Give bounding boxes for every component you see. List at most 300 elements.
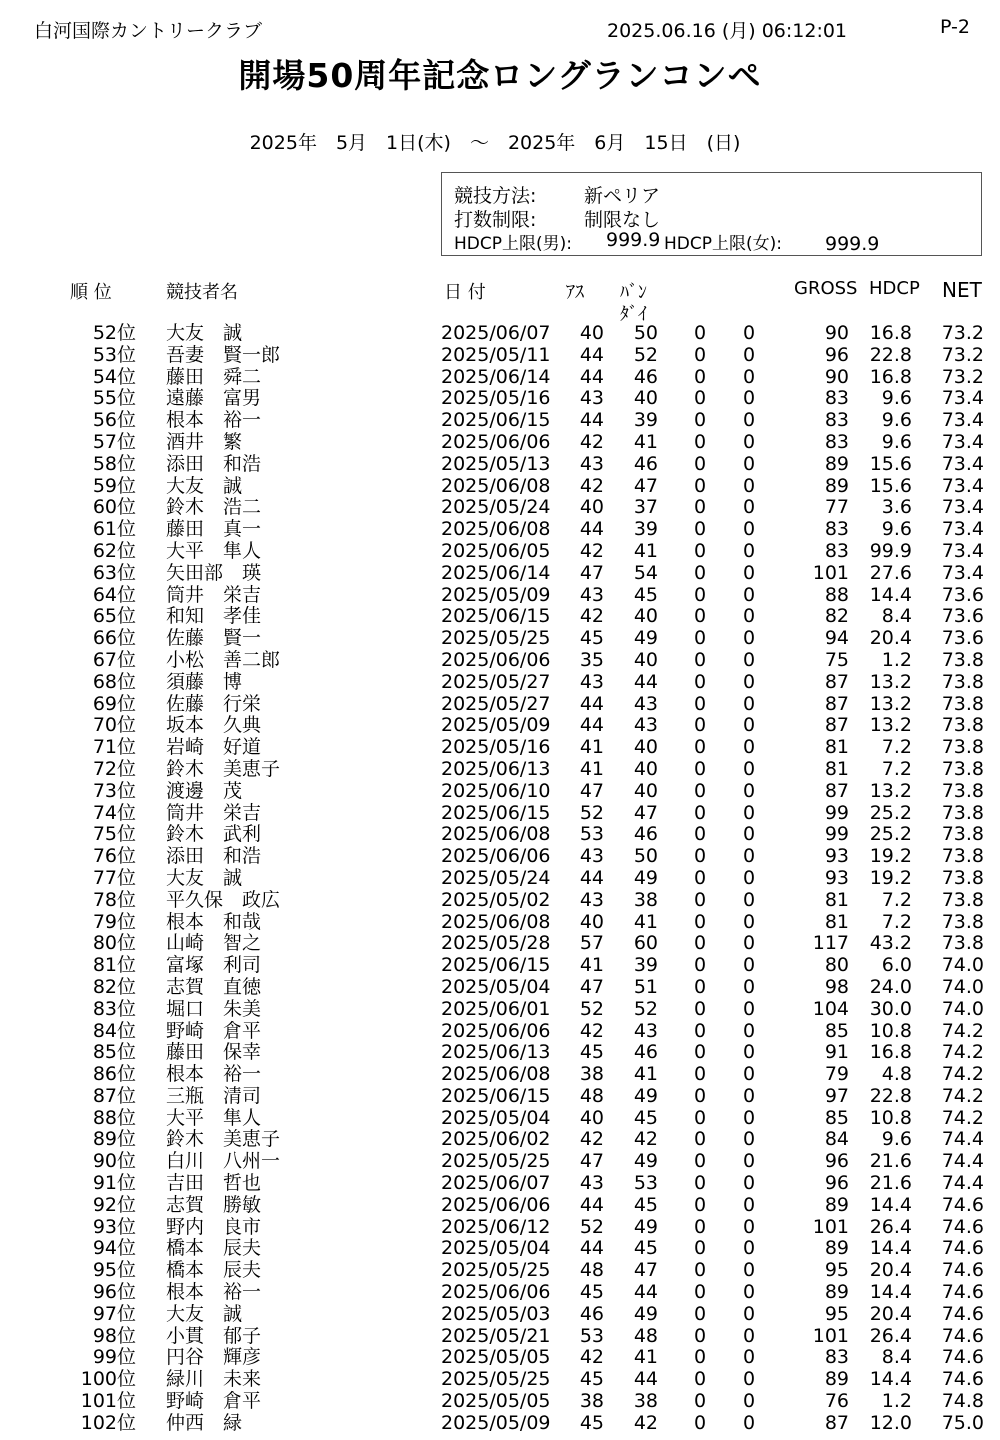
player-name-cell: 佐藤 行栄 (166, 692, 262, 715)
zero-cell-2: 0 (742, 736, 756, 759)
in-score-cell: 49 (633, 866, 658, 889)
out-score-cell: 43 (579, 387, 604, 410)
player-name-cell: 坂本 久典 (166, 714, 262, 737)
rank-cell: 80位 (92, 932, 136, 955)
rank-cell: 72位 (92, 757, 136, 780)
header-name: 競技者名 (166, 282, 238, 303)
zero-cell-1: 0 (693, 627, 707, 650)
gross-cell: 99 (824, 823, 849, 846)
out-score-cell: 35 (579, 648, 604, 671)
net-cell: 74.6 (941, 1237, 984, 1260)
gross-cell: 83 (824, 539, 849, 562)
net-cell: 74.6 (941, 1346, 984, 1369)
out-score-cell: 42 (579, 430, 604, 453)
hdcp-cell: 25.2 (869, 801, 912, 824)
zero-cell-2: 0 (742, 1150, 756, 1173)
date-cell: 2025/05/24 (441, 866, 551, 889)
net-cell: 73.8 (941, 888, 984, 911)
net-cell: 74.6 (941, 1324, 984, 1347)
rank-cell: 83位 (92, 997, 136, 1020)
player-name-cell: 根本 裕一 (166, 409, 262, 432)
header-in-top: ﾊﾞﾝ (620, 282, 647, 303)
zero-cell-1: 0 (693, 1324, 707, 1347)
hdcp-cell: 15.6 (869, 474, 912, 497)
hdcp-cell: 13.2 (869, 779, 912, 802)
rank-cell: 102位 (80, 1411, 136, 1434)
net-cell: 73.8 (941, 910, 984, 933)
in-score-cell: 49 (633, 1084, 658, 1107)
gross-cell: 89 (824, 1237, 849, 1260)
table-row (0, 672, 1000, 694)
out-score-cell: 48 (579, 1259, 604, 1282)
in-score-cell: 43 (633, 714, 658, 737)
hdcp-cell: 21.6 (869, 1150, 912, 1173)
in-score-cell: 39 (633, 954, 658, 977)
zero-cell-1: 0 (693, 975, 707, 998)
net-cell: 74.2 (941, 1041, 984, 1064)
table-row (0, 933, 1000, 955)
net-cell: 74.4 (941, 1172, 984, 1195)
gross-cell: 90 (824, 365, 849, 388)
out-score-cell: 41 (579, 736, 604, 759)
net-cell: 73.8 (941, 801, 984, 824)
net-cell: 73.8 (941, 932, 984, 955)
rank-cell: 61位 (92, 518, 136, 541)
net-cell: 74.2 (941, 1019, 984, 1042)
date-cell: 2025/06/02 (441, 1128, 551, 1151)
net-cell: 73.4 (941, 518, 984, 541)
out-score-cell: 57 (579, 932, 604, 955)
date-cell: 2025/05/16 (441, 736, 551, 759)
table-row (0, 955, 1000, 977)
zero-cell-1: 0 (693, 997, 707, 1020)
out-score-cell: 44 (579, 518, 604, 541)
hdcp-cell: 10.8 (869, 1019, 912, 1042)
net-cell: 73.4 (941, 387, 984, 410)
date-cell: 2025/05/16 (441, 387, 551, 410)
player-name-cell: 渡邊 茂 (166, 779, 243, 802)
out-score-cell: 45 (579, 1041, 604, 1064)
net-cell: 73.8 (941, 779, 984, 802)
zero-cell-2: 0 (742, 1281, 756, 1304)
date-cell: 2025/06/07 (441, 1172, 551, 1195)
zero-cell-2: 0 (742, 866, 756, 889)
rank-cell: 92位 (92, 1193, 136, 1216)
out-score-cell: 42 (579, 474, 604, 497)
zero-cell-2: 0 (742, 343, 756, 366)
gross-cell: 101 (812, 1324, 849, 1347)
player-name-cell: 円谷 輝彦 (166, 1346, 262, 1369)
out-score-cell: 43 (579, 452, 604, 475)
zero-cell-1: 0 (693, 1172, 707, 1195)
date-cell: 2025/06/14 (441, 365, 551, 388)
gross-cell: 77 (824, 496, 849, 519)
in-score-cell: 40 (633, 648, 658, 671)
date-cell: 2025/05/28 (441, 932, 551, 955)
table-row (0, 1108, 1000, 1130)
out-score-cell: 40 (579, 496, 604, 519)
rank-cell: 69位 (92, 692, 136, 715)
date-cell: 2025/06/08 (441, 474, 551, 497)
hdcp-cell: 16.8 (869, 322, 912, 344)
in-score-cell: 45 (633, 1237, 658, 1260)
zero-cell-1: 0 (693, 757, 707, 780)
table-row (0, 1042, 1000, 1064)
zero-cell-2: 0 (742, 605, 756, 628)
rank-cell: 67位 (92, 648, 136, 671)
zero-cell-1: 0 (693, 736, 707, 759)
out-score-cell: 47 (579, 975, 604, 998)
zero-cell-1: 0 (693, 518, 707, 541)
net-cell: 73.6 (941, 583, 984, 606)
in-score-cell: 43 (633, 692, 658, 715)
table-row (0, 367, 1000, 389)
in-score-cell: 45 (633, 583, 658, 606)
in-score-cell: 47 (633, 474, 658, 497)
zero-cell-2: 0 (742, 670, 756, 693)
date-cell: 2025/05/04 (441, 1106, 551, 1129)
table-row (0, 737, 1000, 759)
date-cell: 2025/06/06 (441, 648, 551, 671)
zero-cell-2: 0 (742, 387, 756, 410)
date-cell: 2025/05/09 (441, 714, 551, 737)
table-row (0, 977, 1000, 999)
hdcp-cell: 19.2 (869, 866, 912, 889)
player-name-cell: 大平 隼人 (166, 1106, 262, 1129)
net-cell: 74.0 (941, 975, 984, 998)
date-cell: 2025/05/27 (441, 692, 551, 715)
rank-cell: 53位 (92, 343, 136, 366)
date-cell: 2025/06/08 (441, 1063, 551, 1086)
gross-cell: 83 (824, 518, 849, 541)
out-score-cell: 42 (579, 1019, 604, 1042)
in-score-cell: 47 (633, 801, 658, 824)
gross-cell: 85 (824, 1106, 849, 1129)
zero-cell-1: 0 (693, 452, 707, 475)
zero-cell-1: 0 (693, 910, 707, 933)
date-cell: 2025/06/12 (441, 1215, 551, 1238)
table-row (0, 323, 1000, 345)
in-score-cell: 60 (633, 932, 658, 955)
zero-cell-1: 0 (693, 474, 707, 497)
out-score-cell: 52 (579, 1215, 604, 1238)
zero-cell-1: 0 (693, 365, 707, 388)
in-score-cell: 40 (633, 605, 658, 628)
hdcp-cell: 13.2 (869, 714, 912, 737)
gross-cell: 104 (812, 997, 849, 1020)
net-cell: 74.4 (941, 1150, 984, 1173)
zero-cell-1: 0 (693, 1128, 707, 1151)
zero-cell-1: 0 (693, 1281, 707, 1304)
hdcp-cell: 12.0 (869, 1411, 912, 1434)
zero-cell-1: 0 (693, 1411, 707, 1434)
gross-cell: 93 (824, 866, 849, 889)
zero-cell-2: 0 (742, 997, 756, 1020)
zero-cell-1: 0 (693, 1346, 707, 1369)
hdcp-cell: 7.2 (881, 736, 912, 759)
net-cell: 73.2 (941, 322, 984, 344)
gross-cell: 101 (812, 1215, 849, 1238)
hdcp-cell: 1.2 (881, 1390, 912, 1413)
zero-cell-1: 0 (693, 801, 707, 824)
table-row (0, 1151, 1000, 1173)
results-table (0, 323, 1000, 1435)
in-score-cell: 38 (633, 1390, 658, 1413)
out-score-cell: 43 (579, 888, 604, 911)
hdcp-cell: 9.6 (881, 409, 912, 432)
in-score-cell: 47 (633, 1259, 658, 1282)
gross-cell: 80 (824, 954, 849, 977)
gross-cell: 91 (824, 1041, 849, 1064)
player-name-cell: 仲西 緑 (166, 1411, 243, 1434)
hdcp-cell: 15.6 (869, 452, 912, 475)
rank-cell: 75位 (92, 823, 136, 846)
date-cell: 2025/06/15 (441, 954, 551, 977)
zero-cell-2: 0 (742, 496, 756, 519)
zero-cell-2: 0 (742, 365, 756, 388)
out-score-cell: 45 (579, 1281, 604, 1304)
table-row (0, 454, 1000, 476)
out-score-cell: 53 (579, 1324, 604, 1347)
table-row (0, 541, 1000, 563)
zero-cell-2: 0 (742, 518, 756, 541)
zero-cell-1: 0 (693, 670, 707, 693)
gross-cell: 87 (824, 692, 849, 715)
hdcp-cell: 26.4 (869, 1324, 912, 1347)
zero-cell-2: 0 (742, 1063, 756, 1086)
table-row (0, 519, 1000, 541)
date-cell: 2025/06/15 (441, 801, 551, 824)
gross-cell: 90 (824, 322, 849, 344)
zero-cell-2: 0 (742, 561, 756, 584)
out-score-cell: 52 (579, 801, 604, 824)
zero-cell-2: 0 (742, 539, 756, 562)
club-name: 白河国際カントリークラブ (34, 20, 263, 42)
in-score-cell: 54 (633, 561, 658, 584)
in-score-cell: 50 (633, 845, 658, 868)
rank-cell: 55位 (92, 387, 136, 410)
player-name-cell: 橋本 辰夫 (166, 1237, 262, 1260)
gross-cell: 88 (824, 583, 849, 606)
zero-cell-1: 0 (693, 845, 707, 868)
in-score-cell: 52 (633, 997, 658, 1020)
rank-cell: 52位 (92, 322, 136, 344)
in-score-cell: 46 (633, 1041, 658, 1064)
zero-cell-2: 0 (742, 910, 756, 933)
in-score-cell: 44 (633, 670, 658, 693)
net-cell: 73.2 (941, 343, 984, 366)
table-row (0, 1304, 1000, 1326)
gross-cell: 81 (824, 736, 849, 759)
rank-cell: 76位 (92, 845, 136, 868)
hdcp-cell: 22.8 (869, 1084, 912, 1107)
zero-cell-2: 0 (742, 932, 756, 955)
gross-cell: 96 (824, 1150, 849, 1173)
gross-cell: 95 (824, 1302, 849, 1325)
hdcp-cell: 10.8 (869, 1106, 912, 1129)
out-score-cell: 43 (579, 583, 604, 606)
rank-cell: 58位 (92, 452, 136, 475)
net-cell: 74.2 (941, 1106, 984, 1129)
date-cell: 2025/05/04 (441, 975, 551, 998)
player-name-cell: 吉田 哲也 (166, 1172, 262, 1195)
table-row (0, 1369, 1000, 1391)
zero-cell-1: 0 (693, 1215, 707, 1238)
net-cell: 74.0 (941, 997, 984, 1020)
player-name-cell: 山崎 智之 (166, 932, 262, 955)
zero-cell-1: 0 (693, 322, 707, 344)
net-cell: 73.4 (941, 539, 984, 562)
table-row (0, 1021, 1000, 1043)
in-score-cell: 49 (633, 1302, 658, 1325)
zero-cell-1: 0 (693, 692, 707, 715)
hdcp-male-value: 999.9 (606, 229, 661, 251)
out-score-cell: 38 (579, 1390, 604, 1413)
out-score-cell: 44 (579, 1237, 604, 1260)
gross-cell: 101 (812, 561, 849, 584)
gross-cell: 93 (824, 845, 849, 868)
zero-cell-1: 0 (693, 539, 707, 562)
player-name-cell: 遠藤 富男 (166, 387, 262, 410)
hdcp-cell: 99.9 (869, 539, 912, 562)
in-score-cell: 39 (633, 409, 658, 432)
gross-cell: 97 (824, 1084, 849, 1107)
zero-cell-1: 0 (693, 1302, 707, 1325)
net-cell: 74.0 (941, 954, 984, 977)
player-name-cell: 富塚 利司 (166, 954, 262, 977)
date-cell: 2025/06/15 (441, 1084, 551, 1107)
gross-cell: 87 (824, 714, 849, 737)
gross-cell: 99 (824, 801, 849, 824)
gross-cell: 83 (824, 1346, 849, 1369)
zero-cell-2: 0 (742, 714, 756, 737)
out-score-cell: 52 (579, 997, 604, 1020)
hdcp-cell: 1.2 (881, 648, 912, 671)
rank-cell: 89位 (92, 1128, 136, 1151)
zero-cell-2: 0 (742, 1411, 756, 1434)
date-cell: 2025/05/03 (441, 1302, 551, 1325)
zero-cell-1: 0 (693, 888, 707, 911)
table-row (0, 999, 1000, 1021)
out-score-cell: 41 (579, 954, 604, 977)
date-cell: 2025/05/25 (441, 1368, 551, 1391)
hdcp-cell: 20.4 (869, 1259, 912, 1282)
player-name-cell: 野崎 倉平 (166, 1019, 262, 1042)
rank-cell: 99位 (92, 1346, 136, 1369)
table-row (0, 476, 1000, 498)
zero-cell-1: 0 (693, 1084, 707, 1107)
zero-cell-1: 0 (693, 714, 707, 737)
gross-cell: 87 (824, 779, 849, 802)
competition-period: 2025年 5月 1日(木) ～ 2025年 6月 15日 (日) (249, 132, 741, 154)
hdcp-cell: 20.4 (869, 627, 912, 650)
player-name-cell: 橋本 辰夫 (166, 1259, 262, 1282)
rank-cell: 90位 (92, 1150, 136, 1173)
zero-cell-2: 0 (742, 1390, 756, 1413)
rank-cell: 64位 (92, 583, 136, 606)
out-score-cell: 41 (579, 757, 604, 780)
hdcp-cell: 16.8 (869, 365, 912, 388)
player-name-cell: 和知 孝佳 (166, 605, 262, 628)
rank-cell: 70位 (92, 714, 136, 737)
zero-cell-1: 0 (693, 1368, 707, 1391)
hdcp-cell: 24.0 (869, 975, 912, 998)
table-row (0, 585, 1000, 607)
in-score-cell: 38 (633, 888, 658, 911)
table-row (0, 868, 1000, 890)
rank-cell: 93位 (92, 1215, 136, 1238)
net-cell: 73.4 (941, 430, 984, 453)
zero-cell-1: 0 (693, 605, 707, 628)
hdcp-cell: 20.4 (869, 1302, 912, 1325)
hdcp-cell: 13.2 (869, 692, 912, 715)
zero-cell-1: 0 (693, 583, 707, 606)
hdcp-cell: 9.6 (881, 387, 912, 410)
date-cell: 2025/06/10 (441, 779, 551, 802)
zero-cell-1: 0 (693, 1063, 707, 1086)
in-score-cell: 53 (633, 1172, 658, 1195)
page-number: P-2 (940, 16, 970, 38)
hdcp-cell: 14.4 (869, 583, 912, 606)
table-row (0, 803, 1000, 825)
out-score-cell: 47 (579, 561, 604, 584)
player-name-cell: 鈴木 美恵子 (166, 1128, 281, 1151)
gross-cell: 76 (824, 1390, 849, 1413)
in-score-cell: 44 (633, 1368, 658, 1391)
zero-cell-2: 0 (742, 322, 756, 344)
hdcp-cell: 6.0 (881, 954, 912, 977)
gross-cell: 82 (824, 605, 849, 628)
hdcp-cell: 7.2 (881, 910, 912, 933)
rank-cell: 73位 (92, 779, 136, 802)
out-score-cell: 44 (579, 343, 604, 366)
zero-cell-1: 0 (693, 932, 707, 955)
rank-cell: 63位 (92, 561, 136, 584)
net-cell: 74.2 (941, 1084, 984, 1107)
date-cell: 2025/05/13 (441, 452, 551, 475)
in-score-cell: 48 (633, 1324, 658, 1347)
date-cell: 2025/06/01 (441, 997, 551, 1020)
out-score-cell: 42 (579, 605, 604, 628)
zero-cell-1: 0 (693, 387, 707, 410)
date-cell: 2025/06/06 (441, 1193, 551, 1216)
table-row (0, 1260, 1000, 1282)
rank-cell: 77位 (92, 866, 136, 889)
rank-cell: 68位 (92, 670, 136, 693)
out-score-cell: 53 (579, 823, 604, 846)
zero-cell-2: 0 (742, 1368, 756, 1391)
player-name-cell: 野内 良市 (166, 1215, 262, 1238)
zero-cell-1: 0 (693, 496, 707, 519)
method-label: 競技方法: (454, 185, 537, 207)
out-score-cell: 47 (579, 779, 604, 802)
rank-cell: 74位 (92, 801, 136, 824)
table-row (0, 912, 1000, 934)
table-row (0, 781, 1000, 803)
in-score-cell: 41 (633, 1063, 658, 1086)
rank-cell: 78位 (92, 888, 136, 911)
date-cell: 2025/05/25 (441, 1259, 551, 1282)
hdcp-cell: 43.2 (869, 932, 912, 955)
gross-cell: 87 (824, 670, 849, 693)
table-row (0, 1238, 1000, 1260)
gross-cell: 89 (824, 1193, 849, 1216)
in-score-cell: 50 (633, 322, 658, 344)
in-score-cell: 49 (633, 627, 658, 650)
zero-cell-2: 0 (742, 1324, 756, 1347)
header-rank: 順 位 (70, 282, 112, 303)
in-score-cell: 52 (633, 343, 658, 366)
